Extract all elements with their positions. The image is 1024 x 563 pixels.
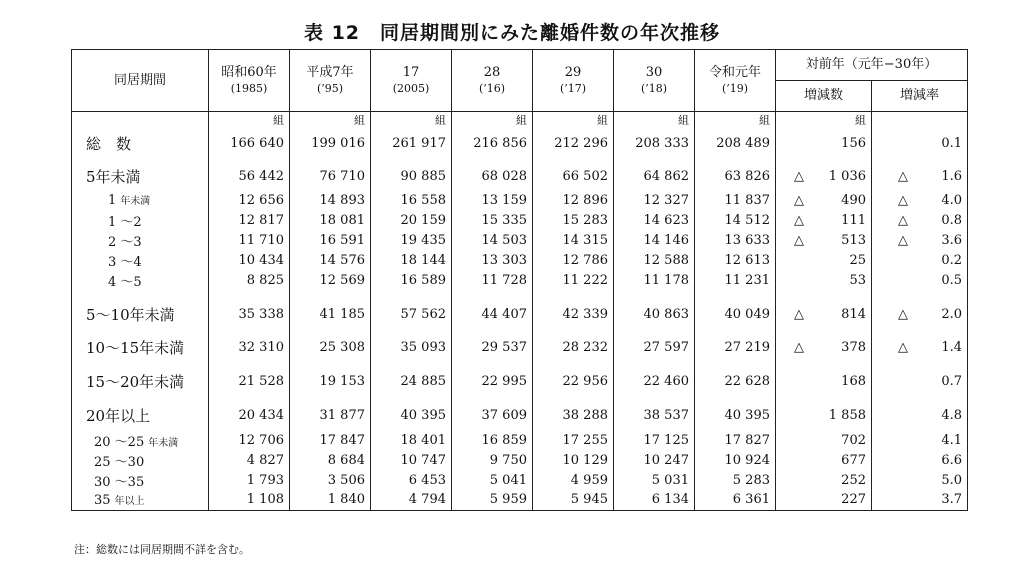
decrease-triangle-icon: △ bbox=[898, 168, 908, 184]
value-cell: 57 562 bbox=[371, 300, 452, 328]
change-value: 1 858 bbox=[828, 407, 866, 423]
value-cell: 216 856 bbox=[452, 130, 533, 156]
rate-value: 6.6 bbox=[941, 452, 962, 468]
rate-cell bbox=[872, 190, 968, 210]
row-label bbox=[72, 366, 209, 396]
value-cell: 35 093 bbox=[371, 332, 452, 362]
row-label-suffix: 年以上 bbox=[114, 495, 145, 507]
value-cell: 5 945 bbox=[533, 490, 614, 510]
rate-cell bbox=[872, 490, 968, 510]
value-cell: 22 460 bbox=[614, 366, 695, 396]
value-cell: 10 747 bbox=[371, 450, 452, 470]
value-cell: 14 576 bbox=[290, 250, 371, 270]
table-row bbox=[72, 210, 968, 230]
change-cell bbox=[776, 270, 872, 290]
divorce-table bbox=[71, 49, 968, 511]
decrease-triangle-icon: △ bbox=[794, 306, 804, 322]
table-title: 表 12 同居期間別にみた離婚件数の年次推移 bbox=[303, 22, 721, 44]
change-value: 53 bbox=[849, 272, 866, 288]
change-cell bbox=[776, 366, 872, 396]
value-cell: 40 049 bbox=[695, 300, 776, 328]
value-cell: 68 028 bbox=[452, 162, 533, 190]
rate-cell bbox=[872, 270, 968, 290]
rate-cell bbox=[872, 400, 968, 430]
value-cell: 40 395 bbox=[371, 400, 452, 430]
rate-cell bbox=[872, 210, 968, 230]
spacer-row bbox=[72, 290, 968, 300]
value-cell: 22 628 bbox=[695, 366, 776, 396]
value-cell: 40 863 bbox=[614, 300, 695, 328]
value-cell: 12 613 bbox=[695, 250, 776, 270]
value-cell: 12 327 bbox=[614, 190, 695, 210]
decrease-triangle-icon: △ bbox=[898, 339, 908, 355]
change-cell bbox=[776, 162, 872, 190]
value-cell: 15 283 bbox=[533, 210, 614, 230]
col-header-5: 30 (’18) bbox=[614, 50, 695, 112]
value-cell: 11 222 bbox=[533, 270, 614, 290]
yoy-header: 対前年（元年−30年） bbox=[776, 50, 968, 81]
value-cell: 15 335 bbox=[452, 210, 533, 230]
change-value: 227 bbox=[841, 492, 866, 508]
rate-cell bbox=[872, 332, 968, 362]
value-cell: 4 959 bbox=[533, 470, 614, 490]
change-value: 168 bbox=[841, 373, 866, 389]
period-header: 同居期間 bbox=[72, 50, 209, 112]
decrease-triangle-icon: △ bbox=[898, 212, 908, 228]
change-value: 513 bbox=[841, 232, 866, 248]
change-value: 25 bbox=[849, 252, 866, 268]
change-cell bbox=[776, 332, 872, 362]
rate-cell bbox=[872, 450, 968, 470]
value-cell: 17 125 bbox=[614, 430, 695, 450]
value-cell: 12 896 bbox=[533, 190, 614, 210]
row-label bbox=[72, 470, 209, 490]
change-value: 1 036 bbox=[828, 168, 866, 184]
row-label-text: 20年以上 bbox=[86, 406, 151, 425]
value-cell: 32 310 bbox=[209, 332, 290, 362]
change-cell bbox=[776, 450, 872, 470]
value-cell: 38 537 bbox=[614, 400, 695, 430]
value-cell: 5 041 bbox=[452, 470, 533, 490]
value-cell: 66 502 bbox=[533, 162, 614, 190]
decrease-triangle-icon: △ bbox=[898, 192, 908, 208]
table-row bbox=[72, 470, 968, 490]
unit-row: 組 組 組 組 組 組 組 組 bbox=[72, 112, 968, 131]
value-cell: 16 591 bbox=[290, 230, 371, 250]
change-cell bbox=[776, 300, 872, 328]
value-cell: 199 016 bbox=[290, 130, 371, 156]
value-cell: 13 303 bbox=[452, 250, 533, 270]
value-cell: 25 308 bbox=[290, 332, 371, 362]
value-cell: 1 793 bbox=[209, 470, 290, 490]
row-label-suffix: 年未満 bbox=[148, 437, 179, 449]
table-row bbox=[72, 450, 968, 470]
value-cell: 31 877 bbox=[290, 400, 371, 430]
change-value: 702 bbox=[841, 432, 866, 448]
value-cell: 5 031 bbox=[614, 470, 695, 490]
value-cell: 17 847 bbox=[290, 430, 371, 450]
row-label-text: 35 bbox=[94, 492, 111, 508]
value-cell: 1 108 bbox=[209, 490, 290, 510]
row-label bbox=[72, 332, 209, 362]
value-cell: 22 956 bbox=[533, 366, 614, 396]
row-label-text: 4 〜5 bbox=[108, 274, 142, 290]
rate-value: 2.0 bbox=[941, 306, 962, 322]
rate-value: 1.6 bbox=[941, 168, 962, 184]
rate-cell bbox=[872, 250, 968, 270]
table-row bbox=[72, 300, 968, 328]
value-cell: 8 684 bbox=[290, 450, 371, 470]
row-label bbox=[72, 210, 209, 230]
value-cell: 1 840 bbox=[290, 490, 371, 510]
table-row bbox=[72, 190, 968, 210]
change-cell bbox=[776, 400, 872, 430]
row-label bbox=[72, 250, 209, 270]
change-value: 252 bbox=[841, 472, 866, 488]
decrease-triangle-icon: △ bbox=[794, 232, 804, 248]
value-cell: 208 333 bbox=[614, 130, 695, 156]
change-cell bbox=[776, 190, 872, 210]
value-cell: 24 885 bbox=[371, 366, 452, 396]
value-cell: 17 827 bbox=[695, 430, 776, 450]
row-label-text: 2 〜3 bbox=[108, 234, 142, 250]
row-label-suffix: 年未満 bbox=[120, 196, 151, 207]
row-label-text: 5年未満 bbox=[86, 167, 141, 186]
row-label bbox=[72, 190, 209, 210]
row-label-text: 5〜10年未満 bbox=[86, 305, 175, 324]
value-cell: 13 633 bbox=[695, 230, 776, 250]
decrease-triangle-icon: △ bbox=[794, 339, 804, 355]
rate-value: 3.6 bbox=[941, 232, 962, 248]
value-cell: 17 255 bbox=[533, 430, 614, 450]
value-cell: 18 401 bbox=[371, 430, 452, 450]
value-cell: 29 537 bbox=[452, 332, 533, 362]
value-cell: 38 288 bbox=[533, 400, 614, 430]
value-cell: 11 728 bbox=[452, 270, 533, 290]
row-label bbox=[72, 230, 209, 250]
value-cell: 35 338 bbox=[209, 300, 290, 328]
value-cell: 18 144 bbox=[371, 250, 452, 270]
rate-value: 0.7 bbox=[941, 373, 962, 389]
value-cell: 11 710 bbox=[209, 230, 290, 250]
col-header-4: 29 (’17) bbox=[533, 50, 614, 112]
rate-value: 4.0 bbox=[941, 192, 962, 208]
value-cell: 20 159 bbox=[371, 210, 452, 230]
change-value: 490 bbox=[841, 192, 866, 208]
value-cell: 11 178 bbox=[614, 270, 695, 290]
rate-value: 4.8 bbox=[941, 407, 962, 423]
value-cell: 12 817 bbox=[209, 210, 290, 230]
rate-value: 0.1 bbox=[941, 135, 962, 151]
rate-value: 5.0 bbox=[941, 472, 962, 488]
value-cell: 10 924 bbox=[695, 450, 776, 470]
table-row bbox=[72, 332, 968, 362]
table-row bbox=[72, 366, 968, 396]
value-cell: 9 750 bbox=[452, 450, 533, 470]
row-label-text: 25 〜30 bbox=[94, 454, 145, 470]
value-cell: 64 862 bbox=[614, 162, 695, 190]
rate-cell bbox=[872, 162, 968, 190]
row-label-text: 総 数 bbox=[86, 134, 132, 153]
value-cell: 22 995 bbox=[452, 366, 533, 396]
row-label bbox=[72, 450, 209, 470]
value-cell: 16 589 bbox=[371, 270, 452, 290]
table-header bbox=[72, 50, 968, 112]
decrease-triangle-icon: △ bbox=[794, 168, 804, 184]
change-cell bbox=[776, 210, 872, 230]
change-value: 111 bbox=[841, 212, 866, 228]
table-row bbox=[72, 230, 968, 250]
change-value: 378 bbox=[841, 339, 866, 355]
change-value: 814 bbox=[841, 306, 866, 322]
rate-value: 3.7 bbox=[941, 492, 962, 508]
value-cell: 12 588 bbox=[614, 250, 695, 270]
change-cell bbox=[776, 230, 872, 250]
rate-value: 0.2 bbox=[941, 252, 962, 268]
rate-cell bbox=[872, 300, 968, 328]
value-cell: 42 339 bbox=[533, 300, 614, 328]
value-cell: 37 609 bbox=[452, 400, 533, 430]
value-cell: 6 134 bbox=[614, 490, 695, 510]
table-row bbox=[72, 490, 968, 510]
decrease-triangle-icon: △ bbox=[898, 232, 908, 248]
col-header-3: 28 (’16) bbox=[452, 50, 533, 112]
table-row bbox=[72, 400, 968, 430]
decrease-triangle-icon: △ bbox=[898, 306, 908, 322]
row-label bbox=[72, 130, 209, 156]
rate-cell bbox=[872, 430, 968, 450]
value-cell: 10 434 bbox=[209, 250, 290, 270]
value-cell: 16 859 bbox=[452, 430, 533, 450]
value-cell: 19 435 bbox=[371, 230, 452, 250]
value-cell: 212 296 bbox=[533, 130, 614, 156]
rate-cell bbox=[872, 230, 968, 250]
value-cell: 44 407 bbox=[452, 300, 533, 328]
change-cell bbox=[776, 470, 872, 490]
change-cell bbox=[776, 490, 872, 510]
value-cell: 40 395 bbox=[695, 400, 776, 430]
decrease-triangle-icon: △ bbox=[794, 212, 804, 228]
row-label bbox=[72, 430, 209, 450]
value-cell: 6 361 bbox=[695, 490, 776, 510]
value-cell: 10 129 bbox=[533, 450, 614, 470]
value-cell: 261 917 bbox=[371, 130, 452, 156]
row-label-text: 30 〜35 bbox=[94, 474, 145, 490]
col-header-0: 昭和60年 (1985) bbox=[209, 50, 290, 112]
value-cell: 16 558 bbox=[371, 190, 452, 210]
change-cell bbox=[776, 250, 872, 270]
rate-value: 0.5 bbox=[941, 272, 962, 288]
col-header-6: 令和元年 (’19) bbox=[695, 50, 776, 112]
change-header: 増減数 bbox=[776, 81, 872, 112]
value-cell: 12 786 bbox=[533, 250, 614, 270]
row-label-text: 15〜20年未満 bbox=[86, 372, 185, 391]
value-cell: 208 489 bbox=[695, 130, 776, 156]
rate-cell bbox=[872, 130, 968, 156]
change-value: 677 bbox=[841, 452, 866, 468]
row-label bbox=[72, 162, 209, 190]
value-cell: 14 146 bbox=[614, 230, 695, 250]
rate-cell bbox=[872, 366, 968, 396]
value-cell: 6 453 bbox=[371, 470, 452, 490]
rate-value: 1.4 bbox=[941, 339, 962, 355]
value-cell: 14 623 bbox=[614, 210, 695, 230]
row-label bbox=[72, 300, 209, 328]
rate-header: 増減率 bbox=[872, 81, 968, 112]
rate-value: 0.8 bbox=[941, 212, 962, 228]
value-cell: 21 528 bbox=[209, 366, 290, 396]
value-cell: 18 081 bbox=[290, 210, 371, 230]
value-cell: 11 837 bbox=[695, 190, 776, 210]
value-cell: 3 506 bbox=[290, 470, 371, 490]
value-cell: 5 283 bbox=[695, 470, 776, 490]
value-cell: 27 219 bbox=[695, 332, 776, 362]
rate-cell bbox=[872, 470, 968, 490]
value-cell: 166 640 bbox=[209, 130, 290, 156]
change-cell bbox=[776, 430, 872, 450]
table-row bbox=[72, 270, 968, 290]
table-body bbox=[72, 112, 968, 511]
table-row bbox=[72, 162, 968, 190]
footnote: 注：総数には同居期間不詳を含む。 bbox=[74, 543, 250, 556]
value-cell: 28 232 bbox=[533, 332, 614, 362]
row-label-text: 3 〜4 bbox=[108, 254, 142, 270]
table-row bbox=[72, 250, 968, 270]
change-cell bbox=[776, 130, 872, 156]
value-cell: 19 153 bbox=[290, 366, 371, 396]
value-cell: 14 503 bbox=[452, 230, 533, 250]
value-cell: 12 656 bbox=[209, 190, 290, 210]
value-cell: 76 710 bbox=[290, 162, 371, 190]
value-cell: 8 825 bbox=[209, 270, 290, 290]
value-cell: 63 826 bbox=[695, 162, 776, 190]
value-cell: 14 512 bbox=[695, 210, 776, 230]
rate-value: 4.1 bbox=[941, 432, 962, 448]
value-cell: 5 959 bbox=[452, 490, 533, 510]
row-label bbox=[72, 490, 209, 510]
value-cell: 56 442 bbox=[209, 162, 290, 190]
row-label bbox=[72, 400, 209, 430]
value-cell: 4 827 bbox=[209, 450, 290, 470]
value-cell: 20 434 bbox=[209, 400, 290, 430]
value-cell: 90 885 bbox=[371, 162, 452, 190]
value-cell: 14 315 bbox=[533, 230, 614, 250]
table-row bbox=[72, 430, 968, 450]
decrease-triangle-icon: △ bbox=[794, 192, 804, 208]
change-value: 156 bbox=[841, 135, 866, 151]
col-header-2: 17 (2005) bbox=[371, 50, 452, 112]
table-row bbox=[72, 130, 968, 156]
col-header-1: 平成7年 (’95) bbox=[290, 50, 371, 112]
value-cell: 13 159 bbox=[452, 190, 533, 210]
value-cell: 4 794 bbox=[371, 490, 452, 510]
row-label bbox=[72, 270, 209, 290]
value-cell: 12 569 bbox=[290, 270, 371, 290]
value-cell: 10 247 bbox=[614, 450, 695, 470]
value-cell: 11 231 bbox=[695, 270, 776, 290]
row-label-text: 1 bbox=[108, 193, 117, 208]
row-label-text: 1 〜2 bbox=[108, 214, 142, 230]
row-label-text: 10〜15年未満 bbox=[86, 338, 185, 357]
value-cell: 27 597 bbox=[614, 332, 695, 362]
row-label-text: 20 〜25 bbox=[94, 434, 145, 450]
value-cell: 12 706 bbox=[209, 430, 290, 450]
value-cell: 14 893 bbox=[290, 190, 371, 210]
value-cell: 41 185 bbox=[290, 300, 371, 328]
